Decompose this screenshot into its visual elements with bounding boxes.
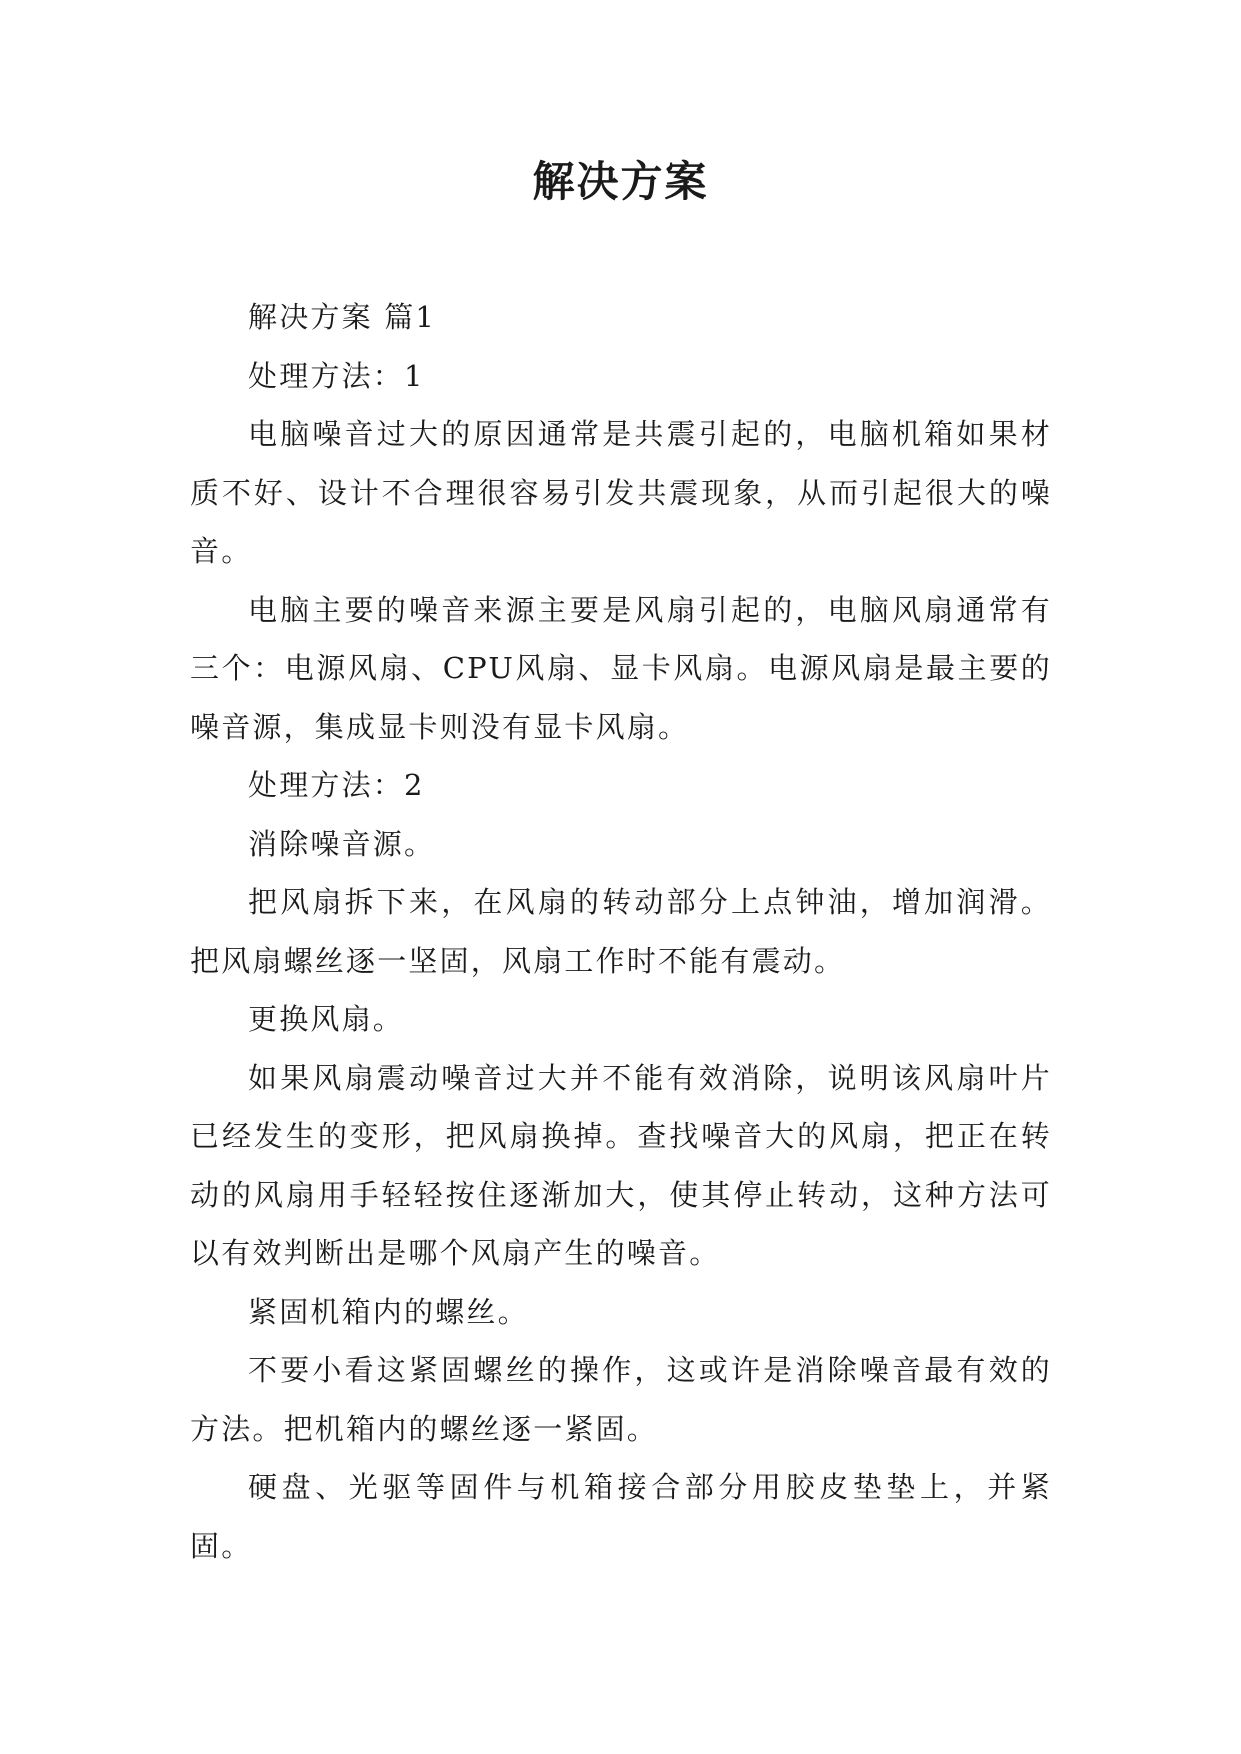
paragraph: 电脑噪音过大的原因通常是共震引起的，电脑机箱如果材质不好、设计不合理很容易引发共震现象，从而引起很大的噪音。 [190, 417, 1052, 568]
paragraph: 把风扇拆下来，在风扇的转动部分上点钟油，增加润滑。把风扇螺丝逐一坚固，风扇工作时不能有震动。 [190, 885, 1052, 978]
paragraph: 紧固机箱内的螺丝。 [248, 1294, 529, 1329]
paragraph: 不要小看这紧固螺丝的操作，这或许是消除噪音最有效的方法。把机箱内的螺丝逐一紧固。 [190, 1353, 1052, 1446]
paragraph: 硬盘、光驱等固件与机箱接合部分用胶皮垫垫上，并紧固。 [190, 1470, 1052, 1563]
paragraph: 电脑主要的噪音来源主要是风扇引起的，电脑风扇通常有三个：电源风扇、CPU风扇、显卡风扇。电源风扇是最主要的噪音源，集成显卡则没有显卡风扇。 [190, 592, 1052, 744]
paragraph: 消除噪音源。 [248, 826, 436, 861]
paragraph: 更换风扇。 [248, 1002, 405, 1036]
paragraph-method-1-heading: 处理方法：1 [248, 358, 425, 393]
paragraph: 如果风扇震动噪音过大并不能有效消除，说明该风扇叶片已经发生的变形，把风扇换掉。查找噪音大的风扇，把正在转动的风扇用手轻轻按住逐渐加大，使其停止转动，这种方法可以有效判断出是哪个风扇产生的噪音。 [190, 1060, 1052, 1270]
paragraph-section-heading: 解决方案 篇1 [248, 300, 437, 334]
document-title: 解决方案 [532, 157, 709, 206]
document-body [190, 288, 1052, 1575]
paragraph-method-2-heading: 处理方法：2 [248, 768, 425, 802]
